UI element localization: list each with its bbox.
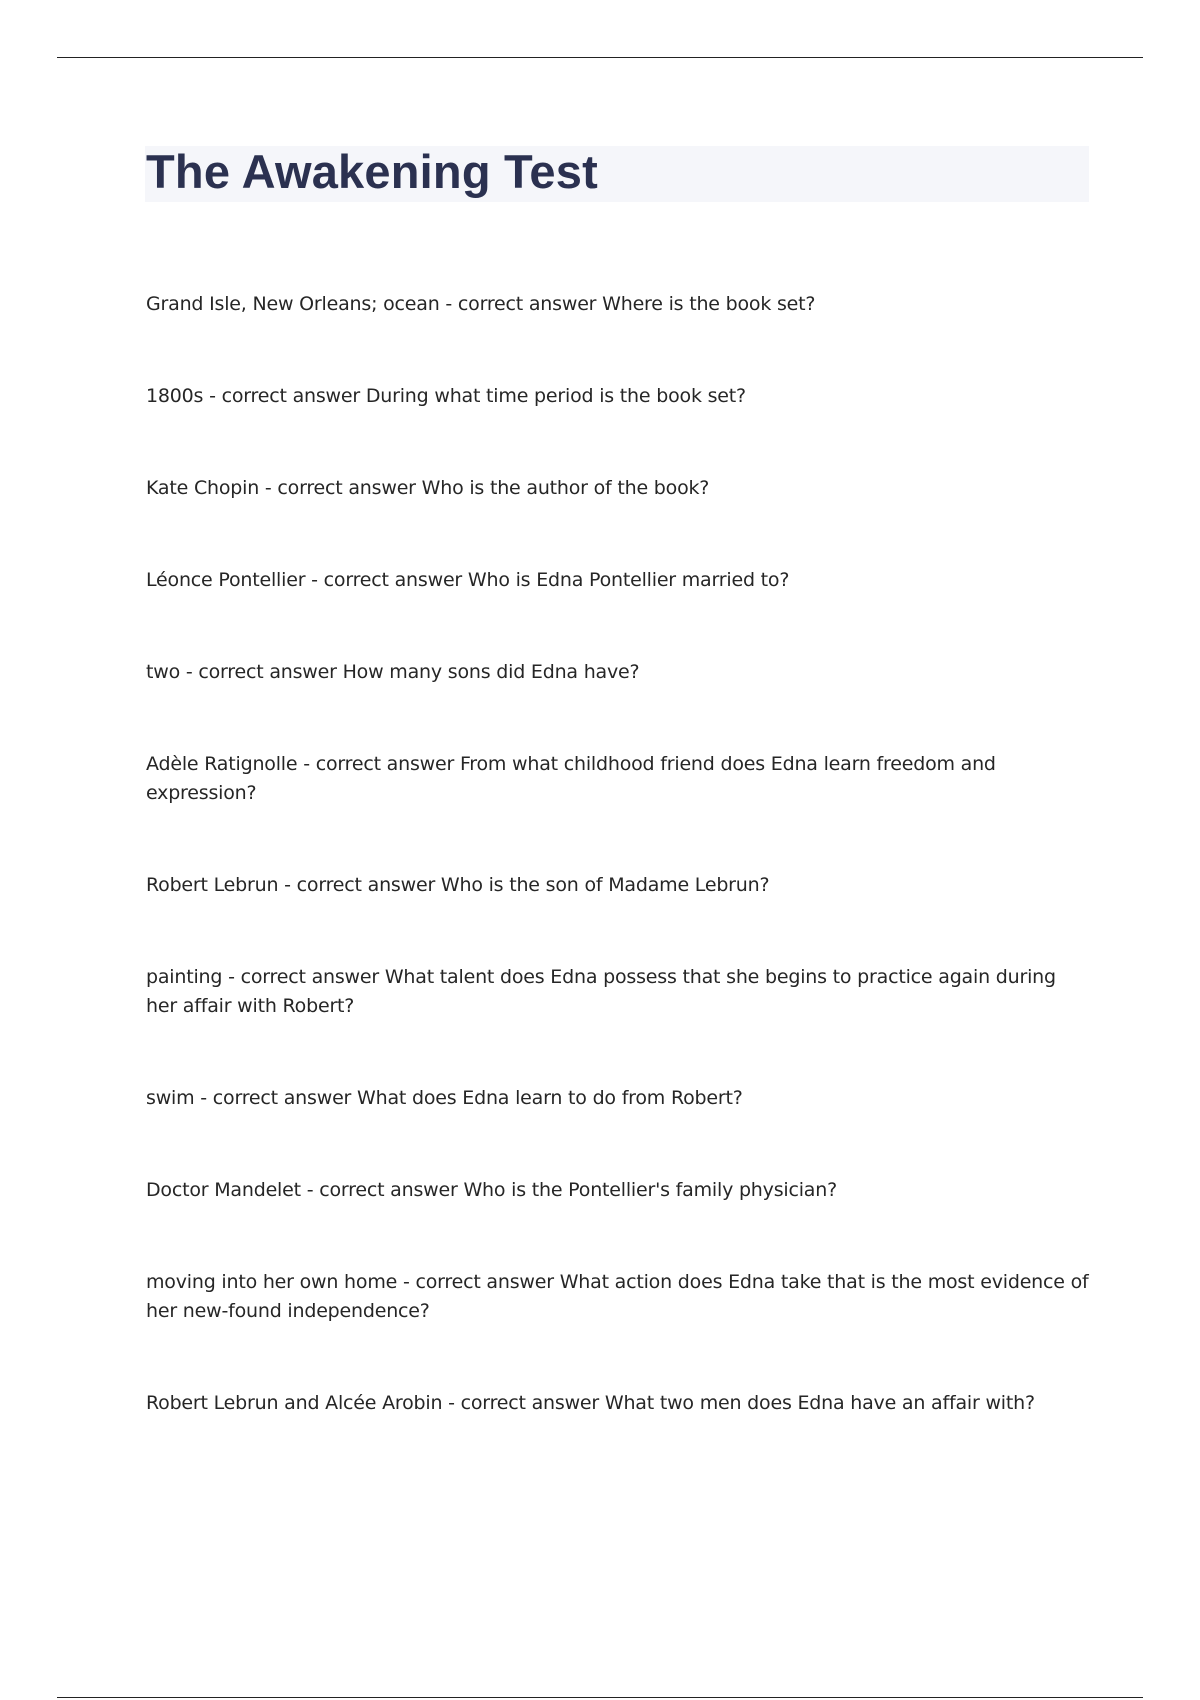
qa-item	[146, 1268, 1091, 1326]
qa-answer: Doctor Mandelet	[146, 1179, 301, 1201]
qa-separator: - correct answer	[300, 1179, 464, 1201]
qa-item	[146, 658, 1091, 687]
qa-answer: 1800s	[146, 385, 204, 407]
qa-answer: Robert Lebrun	[146, 874, 279, 896]
qa-answer: swim	[146, 1087, 195, 1109]
qa-item	[146, 566, 1091, 595]
qa-answer: two	[146, 661, 181, 683]
qa-question: Who is the Pontellier's family physician?	[463, 1179, 837, 1201]
qa-answer: Adèle Ratignolle	[146, 753, 298, 775]
qa-separator: - correct answer	[397, 1271, 560, 1293]
qa-question: Who is the son of Madame Lebrun?	[440, 874, 770, 896]
qa-question: From what childhood friend does Edna learn freedom and expression?	[146, 753, 996, 804]
qa-separator: - correct answer	[194, 1087, 358, 1109]
qa-list	[146, 290, 1091, 1481]
qa-item	[146, 750, 1091, 808]
qa-item	[146, 1084, 1091, 1113]
qa-question: Where is the book set?	[602, 293, 816, 315]
page-title: The Awakening Test	[146, 145, 598, 198]
qa-separator: - correct answer	[222, 966, 385, 988]
qa-separator: - correct answer	[305, 569, 468, 591]
qa-answer: Léonce Pontellier	[146, 569, 306, 591]
qa-item	[146, 871, 1091, 900]
qa-item	[146, 382, 1091, 411]
qa-question: What action does Edna take that is the most evidence of her new-found independence?	[146, 1271, 1089, 1322]
qa-question: What talent does Edna possess that she begins to practice again during her affair with Robert?	[146, 966, 1056, 1017]
top-rule	[57, 57, 1143, 58]
qa-item	[146, 1389, 1091, 1418]
qa-answer: painting	[146, 966, 223, 988]
qa-separator: - correct answer	[180, 661, 343, 683]
qa-answer: Grand Isle, New Orleans; ocean	[146, 293, 440, 315]
qa-separator: - correct answer	[259, 477, 422, 499]
qa-separator: - correct answer	[297, 753, 460, 775]
qa-separator: - correct answer	[439, 293, 603, 315]
qa-item	[146, 1176, 1091, 1205]
qa-separator: - correct answer	[278, 874, 441, 896]
qa-question: What does Edna learn to do from Robert?	[357, 1087, 743, 1109]
qa-answer: Robert Lebrun and Alcée Arobin	[146, 1392, 443, 1414]
qa-answer: Kate Chopin	[146, 477, 260, 499]
qa-question: During what time period is the book set?	[365, 385, 746, 407]
qa-answer: moving into her own home	[146, 1271, 398, 1293]
qa-question: How many sons did Edna have?	[342, 661, 640, 683]
qa-question: What two men does Edna have an affair with?	[604, 1392, 1035, 1414]
qa-question: Who is Edna Pontellier married to?	[467, 569, 790, 591]
qa-item	[146, 963, 1091, 1021]
qa-separator: - correct answer	[442, 1392, 605, 1414]
qa-separator: - correct answer	[203, 385, 366, 407]
qa-item	[146, 290, 1091, 319]
qa-item	[146, 474, 1091, 503]
bottom-rule	[57, 1697, 1143, 1698]
qa-question: Who is the author of the book?	[421, 477, 710, 499]
